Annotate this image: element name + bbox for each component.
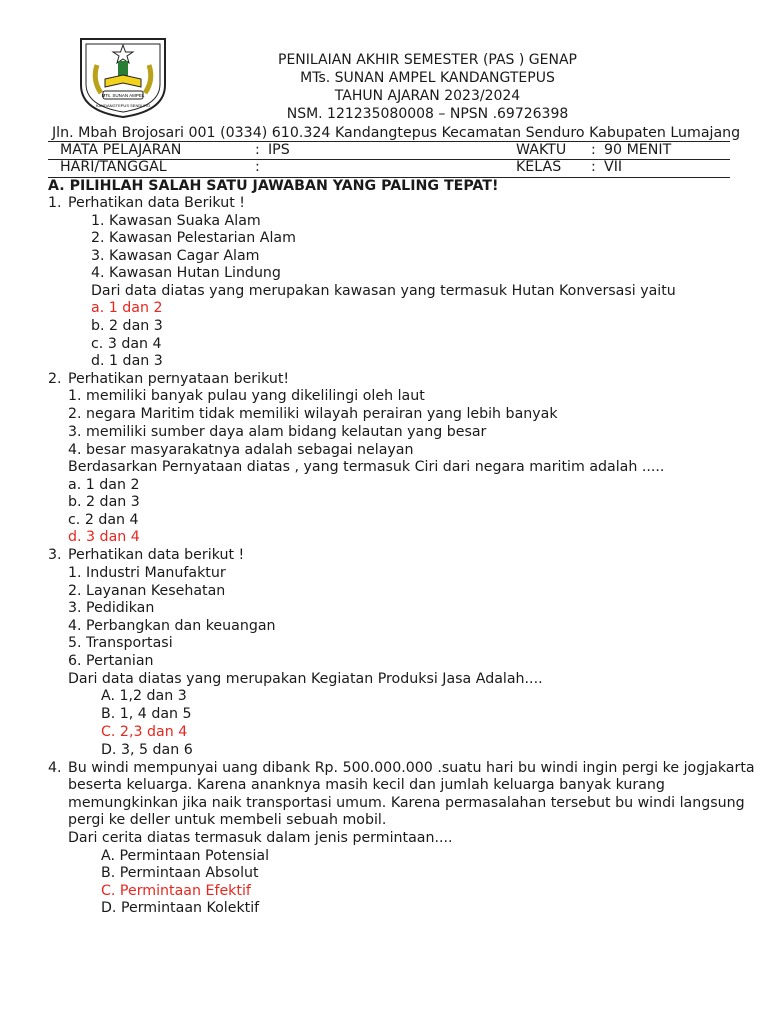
- answer-option: c. 2 dan 4: [68, 512, 139, 528]
- list-item: 6. Pertanian: [68, 653, 154, 669]
- school-ids: NSM. 121235080008 – NPSN .69726398: [286, 106, 569, 122]
- question-text: Perhatikan data Berikut !: [68, 195, 245, 211]
- subject-value: IPS: [268, 142, 290, 158]
- school-name: MTs. SUNAN AMPEL KANDANGTEPUS: [300, 70, 555, 86]
- section-title: A. PILIHLAH SALAH SATU JAWABAN YANG PALING TEPAT!: [48, 178, 499, 194]
- question-text: Perhatikan pernyataan berikut!: [68, 371, 290, 387]
- list-item: 4. Kawasan Hutan Lindung: [91, 265, 281, 281]
- time-colon: :: [591, 142, 596, 158]
- answer-option-correct: C. Permintaan Efektif: [101, 883, 251, 899]
- list-item: 2. Layanan Kesehatan: [68, 583, 226, 599]
- class-colon: :: [591, 159, 596, 175]
- class-label: KELAS: [516, 159, 562, 175]
- school-address: Jln. Mbah Brojosari 001 (0334) 610.324 Kandangtepus Kecamatan Senduro Kabupaten Lumajang: [52, 125, 741, 141]
- day-colon: :: [255, 159, 260, 175]
- day-label: HARI/TANGGAL: [60, 159, 167, 175]
- list-item: 5. Transportasi: [68, 635, 173, 651]
- answer-option-correct: C. 2,3 dan 4: [101, 724, 188, 740]
- question-text: beserta keluarga. Karena ananknya masih kecil dan jumlah keluarga banyak kurang: [68, 777, 665, 793]
- answer-option: B. Permintaan Absolut: [101, 865, 259, 881]
- subject-label: MATA PELAJARAN: [60, 142, 182, 158]
- list-item: 4. Perbangkan dan keuangan: [68, 618, 276, 634]
- answer-option: A. Permintaan Potensial: [101, 848, 270, 864]
- answer-option: b. 2 dan 3: [68, 494, 140, 510]
- list-item: 1. Kawasan Suaka Alam: [91, 213, 261, 229]
- list-item: 3. Pedidikan: [68, 600, 155, 616]
- list-item: 2. negara Maritim tidak memiliki wilayah perairan yang lebih banyak: [68, 406, 558, 422]
- answer-option: d. 1 dan 3: [91, 353, 163, 369]
- list-item: 4. besar masyarakatnya adalah sebagai nelayan: [68, 442, 414, 458]
- exam-title: PENILAIAN AKHIR SEMESTER (PAS ) GENAP: [278, 52, 577, 68]
- question-text: Bu windi mempunyai uang dibank Rp. 500.000.000 .suatu hari bu windi ingin pergi ke jogjakarta: [68, 760, 755, 776]
- answer-option: b. 2 dan 3: [91, 318, 163, 334]
- academic-year: TAHUN AJARAN 2023/2024: [334, 88, 521, 104]
- question-number: 2.: [48, 371, 62, 387]
- answer-option-correct: d. 3 dan 4: [68, 529, 140, 545]
- list-item: 1. Industri Manufaktur: [68, 565, 226, 581]
- question-text: memungkinkan jika naik transportasi umum. Karena permasalahan tersebut bu windi langsung: [68, 795, 745, 811]
- answer-option: c. 3 dan 4: [91, 336, 162, 352]
- question-prompt: Berdasarkan Pernyataan diatas , yang termasuk Ciri dari negara maritim adalah .....: [68, 459, 665, 475]
- question-prompt: Dari data diatas yang merupakan Kegiatan Produksi Jasa Adalah....: [68, 671, 543, 687]
- list-item: 2. Kawasan Pelestarian Alam: [91, 230, 296, 246]
- answer-option: D. 3, 5 dan 6: [101, 742, 193, 758]
- logo-banner-text: MTs. SUNAN AMPEL: [101, 93, 145, 98]
- list-item: 3. memiliki sumber daya alam bidang kelautan yang besar: [68, 424, 487, 440]
- question-text: pergi ke deller untuk membeli sebuah mobil.: [68, 812, 387, 828]
- answer-option: D. Permintaan Kolektif: [101, 900, 260, 916]
- question-prompt: Dari data diatas yang merupakan kawasan yang termasuk Hutan Konversasi yaitu: [91, 283, 676, 299]
- answer-option: a. 1 dan 2: [68, 477, 140, 493]
- logo-footer-text: KANDANGTEPUS SENDURO: [95, 103, 151, 108]
- question-number: 4.: [48, 760, 62, 776]
- time-label: WAKTU: [516, 142, 567, 158]
- question-number: 1.: [48, 195, 62, 211]
- list-item: 3. Kawasan Cagar Alam: [91, 248, 260, 264]
- question-number: 3.: [48, 547, 62, 563]
- subject-colon: :: [255, 142, 260, 158]
- answer-option-correct: a. 1 dan 2: [91, 300, 163, 316]
- class-value: VII: [604, 159, 623, 175]
- time-value: 90 MENIT: [604, 142, 672, 158]
- answer-option: B. 1, 4 dan 5: [101, 706, 192, 722]
- question-prompt: Dari cerita diatas termasuk dalam jenis permintaan....: [68, 830, 453, 846]
- list-item: 1. memiliki banyak pulau yang dikelilingi oleh laut: [68, 388, 425, 404]
- answer-option: A. 1,2 dan 3: [101, 688, 187, 704]
- question-text: Perhatikan data berikut !: [68, 547, 245, 563]
- school-logo: [75, 35, 171, 119]
